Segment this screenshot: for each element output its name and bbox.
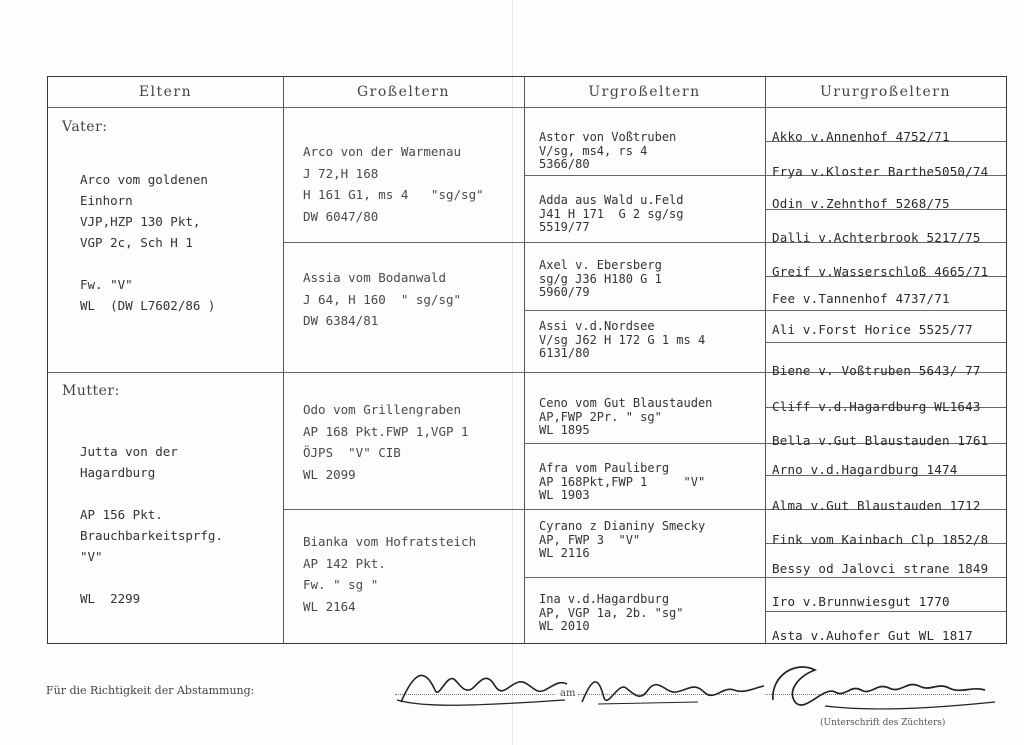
great-great-grandparent-entry: Frya v.Kloster Barthe5050/74	[772, 164, 989, 179]
handwritten-signature-icon	[765, 656, 1000, 718]
header-divider	[48, 107, 1006, 108]
mutter-details: Jutta von der Hagardburg AP 156 Pkt. Brauchbarkeitsprfg. "V" WL 2299	[80, 444, 223, 606]
am-label: am	[560, 688, 576, 699]
mutter-label: Mutter:	[62, 383, 120, 399]
column-divider	[524, 77, 525, 643]
great-great-grandparent-entry: Alma v.Gut Blaustauden 1712	[772, 498, 981, 513]
column-divider	[283, 77, 284, 643]
header-grosseltern: Großeltern	[356, 84, 451, 100]
great-grandparent-entry: Astor von Voßtruben V/sg, ms4, rs 4 5366/80	[539, 130, 677, 171]
great-great-grandparent-entry: Biene v. Voßtruben 5643/ 77	[772, 363, 981, 378]
great-great-grandparent-entry: Asta v.Auhofer Gut WL 1817	[772, 628, 973, 643]
great-great-grandparent-entry: Cliff v.d.Hagardburg WL1643	[772, 399, 981, 414]
great-grandparent-entry: Cyrano z Dianiny Smecky AP, FWP 3 "V" WL 2116	[539, 519, 706, 560]
handwritten-date-icon	[578, 664, 768, 714]
great-grandparent-entry: Afra vom Pauliberg AP 168Pkt,FWP 1 "V" WL 1903	[539, 461, 706, 502]
ggg-divider	[765, 611, 1006, 612]
great-grandparent-entry: Ina v.d.Hagardburg AP, VGP 1a, 2b. "sg" WL 2010	[539, 592, 684, 633]
great-great-grandparent-entry: Arno v.d.Hagardburg 1474	[772, 462, 958, 477]
header-urgrosseltern: Urgroßeltern	[588, 84, 701, 100]
pedigree-table	[47, 76, 1007, 644]
great-great-grandparent-entry: Fink vom Kainbach Clp 1852/8	[772, 532, 989, 547]
grandparent-entry: Bianka vom Hofratsteich AP 142 Pkt. Fw. " sg " WL 2164	[303, 534, 477, 614]
great-great-grandparent-entry: Odin v.Zehnthof 5268/75	[772, 196, 950, 211]
great-grandparent-entry: Assi v.d.Nordsee V/sg J62 H 172 G 1 ms 4 6131/80	[539, 319, 706, 360]
signature-caption: (Unterschrift des Züchters)	[820, 718, 946, 728]
great-great-grandparent-entry: Fee v.Tannenhof 4737/71	[772, 291, 950, 306]
vater-label: Vater:	[62, 119, 108, 135]
great-great-grandparent-entry: Bessy od Jalovci strane 1849	[772, 561, 989, 576]
great-great-grandparent-entry: Iro v.Brunnwiesgut 1770	[772, 594, 950, 609]
great-grandparent-entry: Ceno vom Gut Blaustauden AP,FWP 2Pr. " sg" WL 1895	[539, 396, 713, 437]
header-ururgrosseltern: Ururgroßeltern	[819, 84, 952, 100]
great-great-grandparent-entry: Bella v.Gut Blaustauden 1761	[772, 433, 989, 448]
vater-details: Arco vom goldenen Einhorn VJP,HZP 130 Pkt, VGP 2c, Sch H 1 Fw. "V" WL (DW L7602/86 )	[80, 172, 216, 313]
handwritten-place-icon	[395, 660, 575, 715]
great-great-grandparent-entry: Ali v.Forst Horice 5525/77	[772, 322, 973, 337]
column-divider	[765, 77, 766, 643]
header-eltern: Eltern	[138, 84, 193, 100]
great-great-grandparent-entry: Dalli v.Achterbrook 5217/75	[772, 230, 981, 245]
great-grandparent-entry: Adda aus Wald u.Feld J41 H 171 G 2 sg/sg 5519/77	[539, 193, 684, 234]
ggg-divider	[765, 342, 1006, 343]
great-grandparent-entry: Axel v. Ebersberg sg/g J36 H180 G 1 5960/79	[539, 258, 662, 299]
great-grandparent-divider	[524, 310, 1006, 311]
great-great-grandparent-entry: Greif v.Wasserschloß 4665/71	[772, 264, 989, 279]
grandparent-entry: Assia vom Bodanwald J 64, H 160 " sg/sg" DW 6384/81	[303, 270, 462, 328]
great-great-grandparent-entry: Akko v.Annenhof 4752/71	[772, 129, 950, 144]
grandparent-entry: Arco von der Warmenau J 72,H 168 H 161 G1, ms 4 "sg/sg" DW 6047/80	[303, 144, 484, 224]
grandparent-entry: Odo vom Grillengraben AP 168 Pkt.FWP 1,VGP 1 ÖJPS "V" CIB WL 2099	[303, 402, 469, 482]
great-grandparent-divider	[524, 577, 1006, 578]
certification-label: Für die Richtigkeit der Abstammung:	[46, 684, 255, 697]
